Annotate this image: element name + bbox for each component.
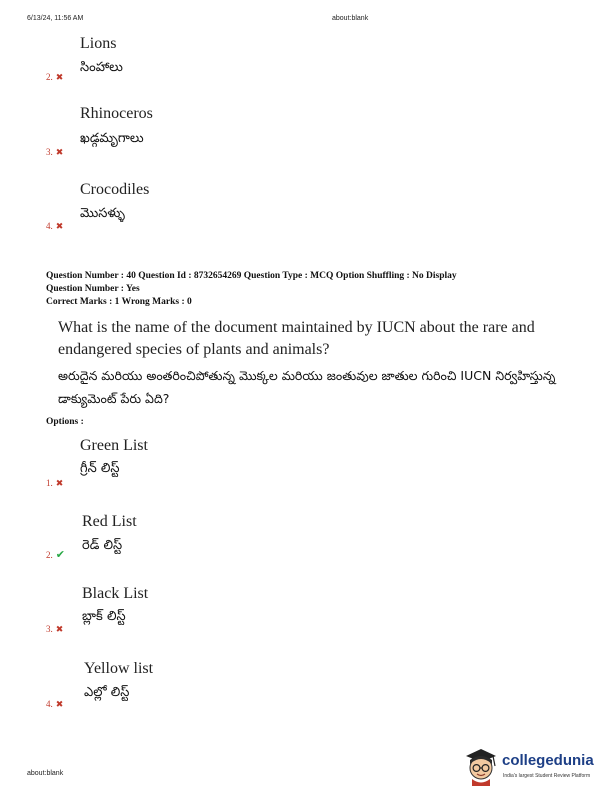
prev-option-3-en: Crocodiles [80,181,150,198]
question-meta-line2: Question Number : Yes [46,284,140,294]
logo-tagline: India's largest Student Review Platform [503,773,591,779]
prev-option-4-number: 4. ✖ [46,221,64,231]
question-meta [46,270,457,309]
cross-icon: ✖ [55,221,64,231]
option-1-number: 1. ✖ [46,478,64,488]
question-meta-line3: Correct Marks : 1 Wrong Marks : 0 [46,297,192,307]
prev-option-1-te: సింహాలు [80,60,123,75]
collegedunia-logo [462,744,608,788]
options-label: Options : [46,417,84,427]
prev-option-3-te: మొసళ్ళు [80,206,126,221]
option-3-number: 3. ✖ [46,624,64,634]
print-footer-url: about:blank [27,770,64,777]
cross-icon: ✖ [55,624,64,634]
prev-option-2-te: ఖడ్గమృగాలు [80,131,144,146]
option-3-en: Black List [82,585,149,602]
mascot-icon [462,746,500,786]
option-2-te: రెడ్ లిస్ట్ [82,538,123,553]
cross-icon: ✖ [55,147,64,157]
cross-icon: ✖ [55,478,64,488]
option-2-en: Red List [82,513,137,530]
option-4-en: Yellow list [84,660,154,677]
prev-option-3-number: 3. ✖ [46,147,64,157]
print-title: about:blank [332,15,369,22]
option-4-te: ఎల్లో లిస్ట్ [84,685,130,700]
option-1-te: గ్రీన్ లిస్ట్ [80,461,120,476]
prev-option-2-en: Rhinoceros [80,105,153,122]
logo-text: collegedunia [502,752,594,769]
option-4-number: 4. ✖ [46,699,64,709]
option-1-en: Green List [80,437,148,454]
cross-icon: ✖ [55,699,64,709]
prev-option-2-number: 2. ✖ [46,72,64,82]
option-2-number: 2. ✔ [46,549,65,561]
print-datetime: 6/13/24, 11:56 AM [27,15,84,22]
question-text-te: అరుదైన మరియు అంతరించిపోతున్న మొక్కల మరియు జంతువుల జాతుల గురించి IUCN నిర్వహిస్తున్న డాక్యుమెంట్ పేరు ఏది? [58,368,556,406]
question-meta-line1: Question Number : 40 Question Id : 8732654269 Question Type : MCQ Option Shuffling : No Display [46,271,457,281]
option-3-te: బ్లాక్ లిస్ట్ [82,609,126,624]
question-text-en: What is the name of the document maintained by IUCN about the rare and endangered species of plants and animals? [58,319,535,358]
check-icon: ✔ [55,549,65,561]
prev-option-1-en: Lions [80,35,117,52]
cross-icon: ✖ [55,72,64,82]
